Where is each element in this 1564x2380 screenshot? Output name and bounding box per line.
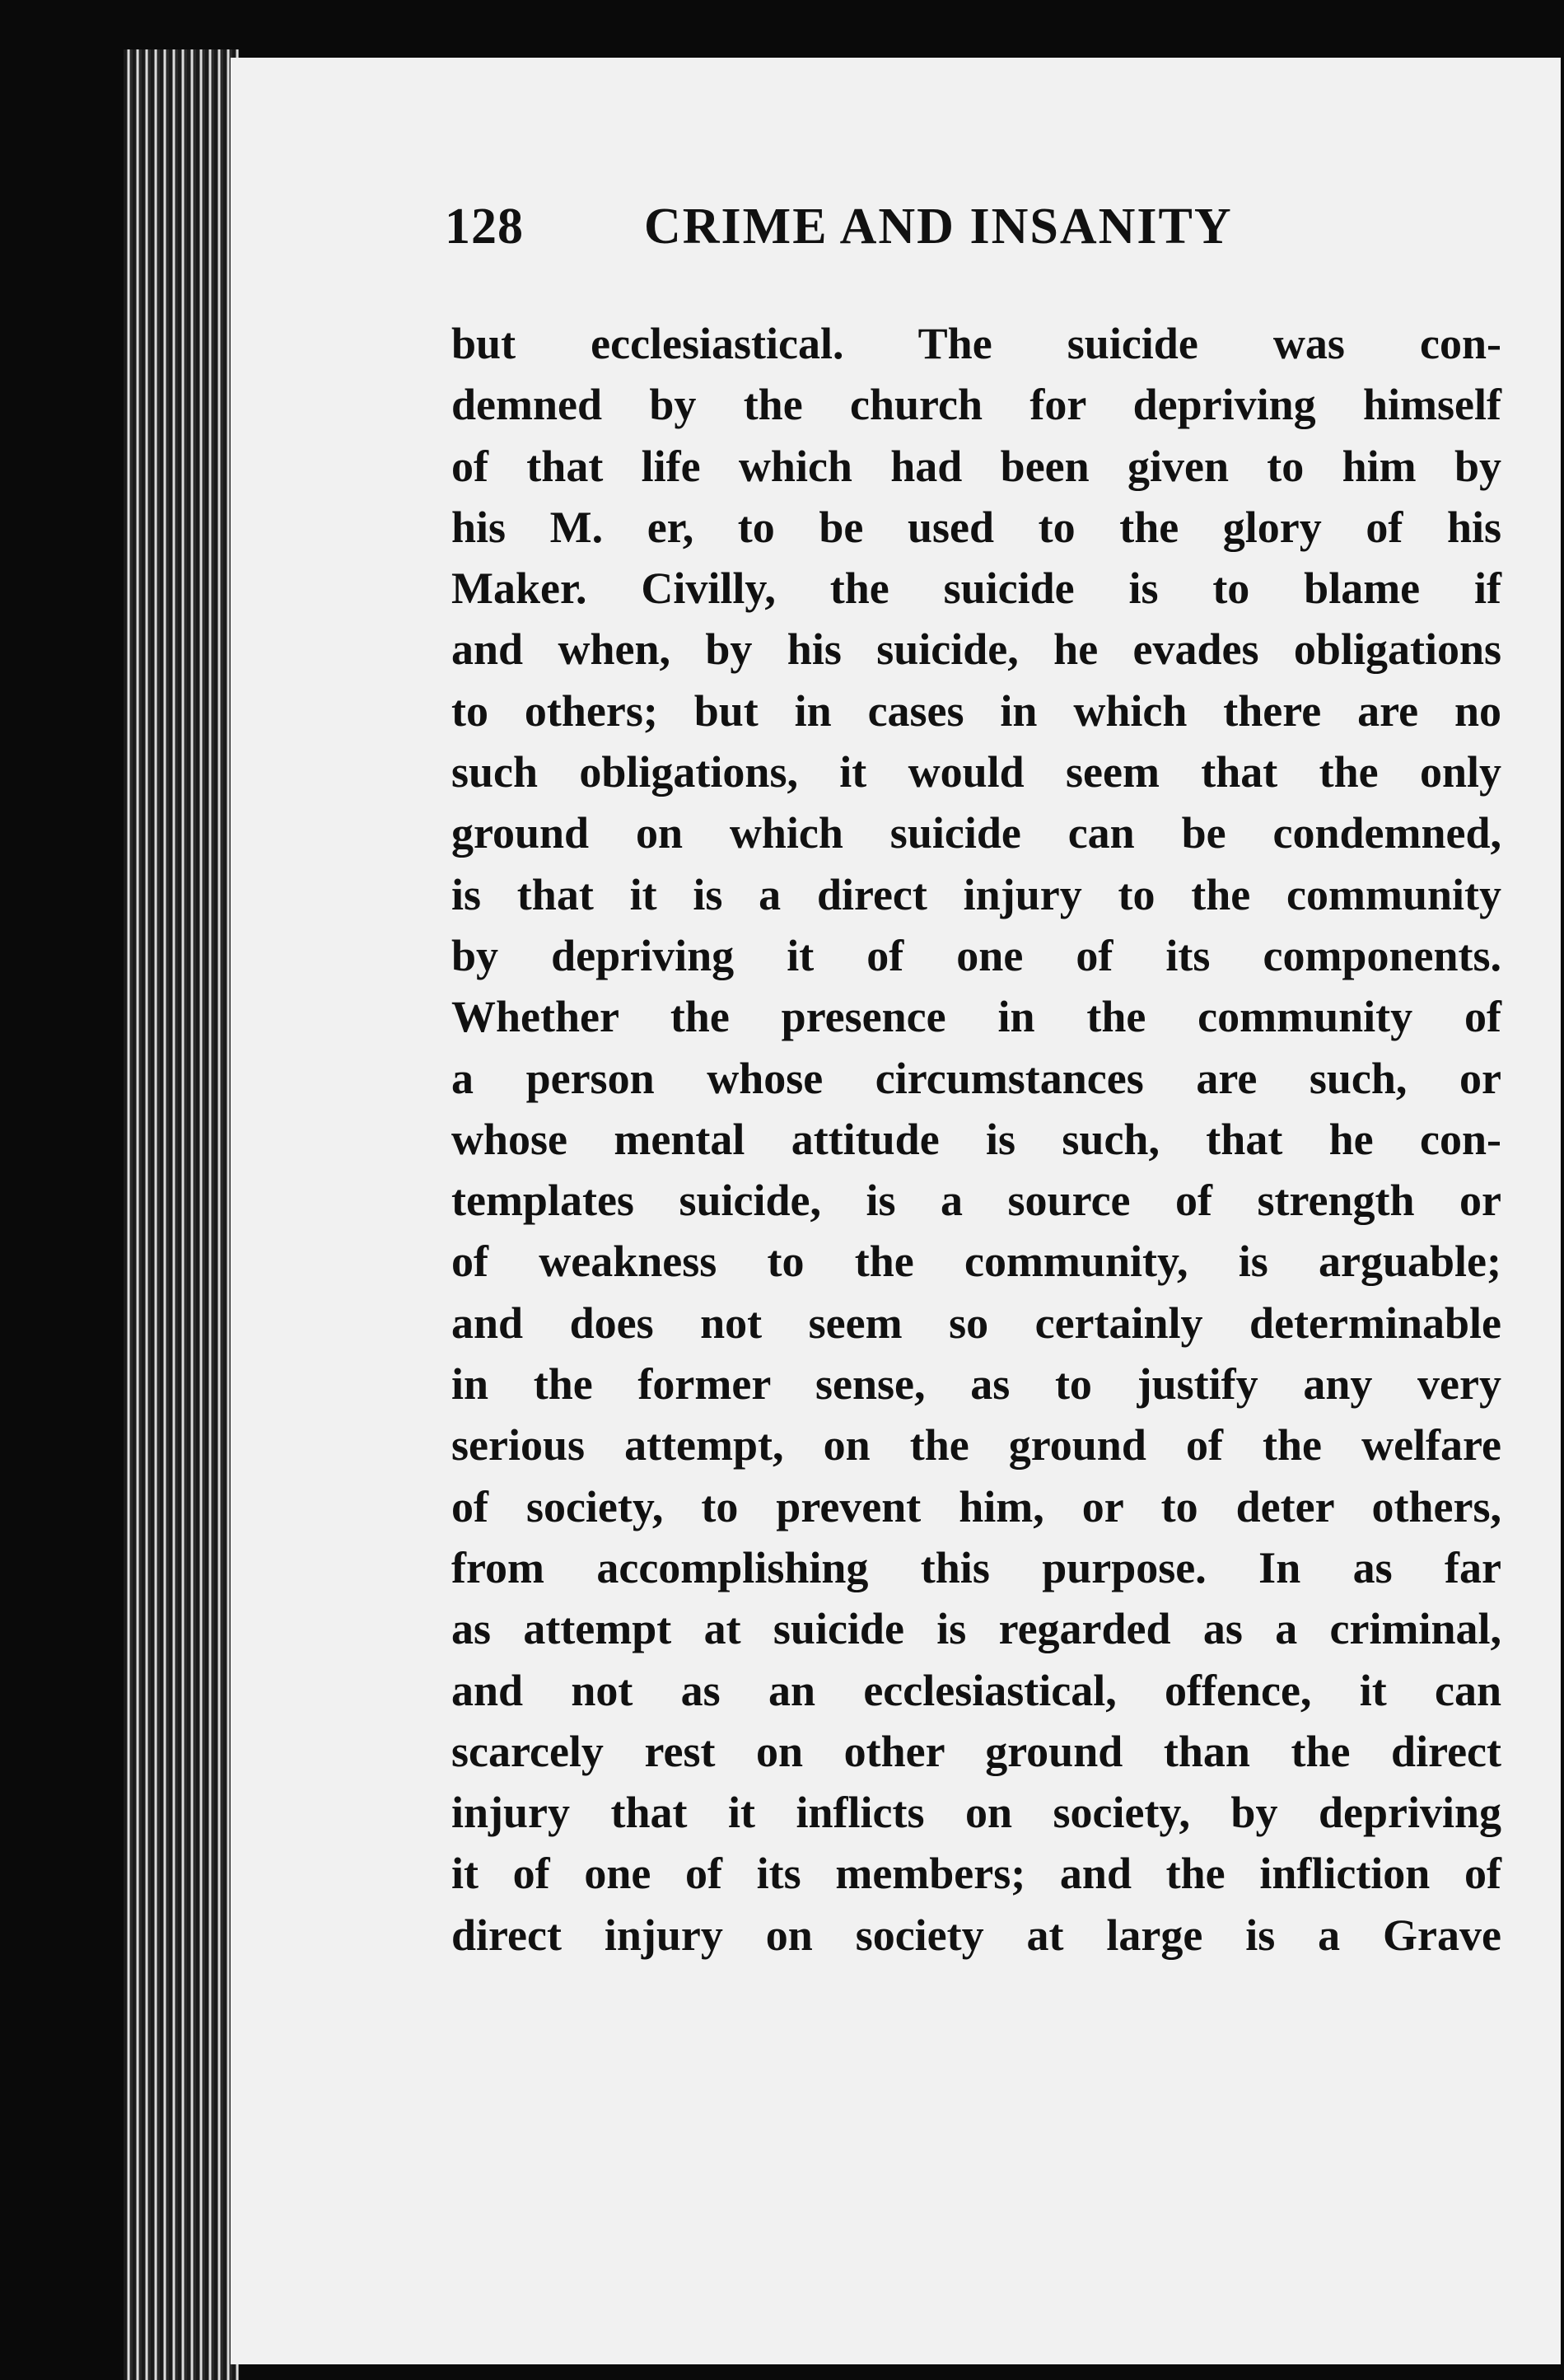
text-line: demned by the church for depriving himself bbox=[451, 380, 1501, 430]
text-line: scarcely rest on other ground than the direct bbox=[451, 1726, 1501, 1776]
text-line: but ecclesiastical. The suicide was con- bbox=[451, 319, 1501, 368]
book-page-edges bbox=[124, 49, 239, 2380]
text-line: from accomplishing this purpose. In as far bbox=[451, 1542, 1501, 1592]
text-line: is that it is a direct injury to the community bbox=[451, 869, 1501, 919]
text-line: as attempt at suicide is regarded as a criminal, bbox=[451, 1604, 1501, 1654]
text-line: and when, by his suicide, he evades obligations bbox=[451, 624, 1501, 675]
body-text bbox=[451, 313, 1501, 1966]
page-header bbox=[445, 198, 1515, 272]
text-line: by depriving it of one of its components. bbox=[451, 930, 1501, 980]
text-line: ground on which suicide can be condemned, bbox=[451, 808, 1501, 858]
text-line: and does not seem so certainly determinable bbox=[451, 1298, 1501, 1348]
text-line: templates suicide, is a source of strength or bbox=[451, 1176, 1501, 1226]
text-line: his M. er, to be used to the glory of his bbox=[451, 502, 1501, 552]
text-line: it of one of its members; and the infliction of bbox=[451, 1849, 1501, 1899]
text-line: injury that it inflicts on society, by depriving bbox=[451, 1788, 1501, 1838]
text-line: serious attempt, on the ground of the welfare bbox=[451, 1420, 1501, 1471]
text-line: in the former sense, as to justify any very bbox=[451, 1359, 1501, 1410]
page-number: 128 bbox=[445, 199, 524, 255]
text-line: Maker. Civilly, the suicide is to blame if bbox=[451, 563, 1501, 614]
text-line: Whether the presence in the community of bbox=[451, 992, 1501, 1042]
text-line: and not as an ecclesiastical, offence, it can bbox=[451, 1665, 1501, 1715]
text-line: a person whose circumstances are such, or bbox=[451, 1053, 1501, 1103]
text-line: to others; but in cases in which there are no bbox=[451, 685, 1501, 736]
text-line: of society, to prevent him, or to deter others, bbox=[451, 1481, 1501, 1531]
text-line: such obligations, it would seem that the only bbox=[451, 747, 1501, 797]
text-line: whose mental attitude is such, that he con- bbox=[451, 1114, 1501, 1164]
text-line: direct injury on society at large is a Grave bbox=[451, 1910, 1501, 1960]
text-line: of that life which had been given to him by bbox=[451, 441, 1501, 491]
running-title: CRIME AND INSANITY bbox=[644, 199, 1233, 255]
text-line: of weakness to the community, is arguable; bbox=[451, 1237, 1501, 1287]
